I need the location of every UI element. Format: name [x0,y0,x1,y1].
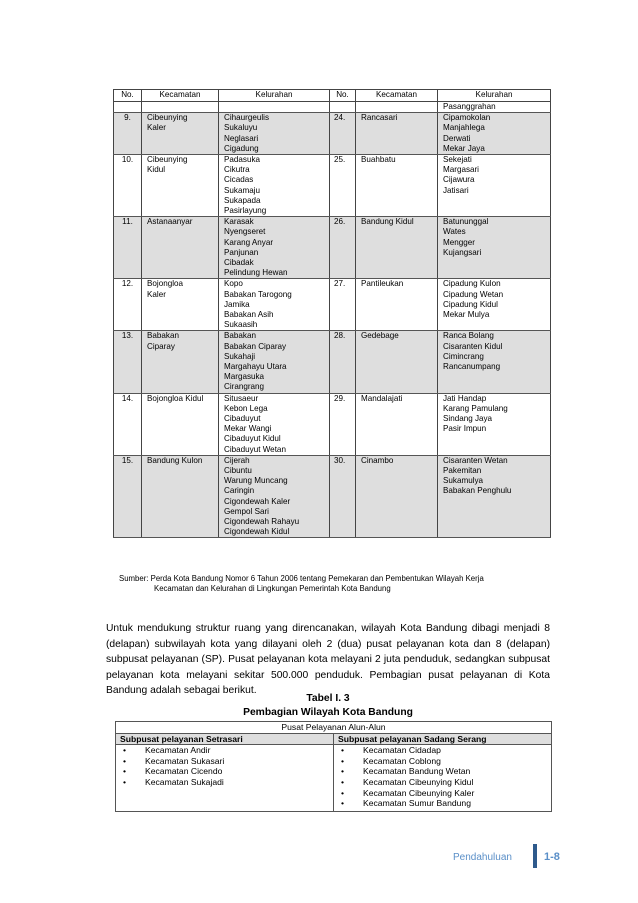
sadang-serang-list-item-text: Kecamatan Sumur Bandung [363,798,471,809]
kelurahan-left-line: Cibaduyut Kidul [224,434,281,444]
source-line-2: Kecamatan dan Kelurahan di Lingkungan Pemerintah Kota Bandung [154,584,391,593]
kecamatan-right-line: Cinambo [361,455,394,465]
table-source-note [119,574,549,594]
kelurahan-left-line: Jamika [224,299,250,309]
bullet-icon: • [123,755,127,766]
kecamatan-right-line: Buahbatu [361,155,396,164]
service-center-table [115,721,552,812]
header-no-right: No. [330,90,356,102]
kecamatan-left-line: Cibeunying [147,113,188,123]
setrasari-list-item-text: Kecamatan Andir [145,745,211,756]
kecamatan-left-line: Ciparay [147,341,175,351]
kelurahan-right [438,455,551,538]
kelurahan-left-line: Margasuka [224,372,265,382]
kecamatan-right [356,331,438,393]
kelurahan-left-line: Margahayu Utara [224,361,287,371]
kecamatan-right [356,279,438,331]
kelurahan-right-line: Jatisari [443,185,469,195]
kelurahan-left-line: Sukapada [224,195,261,205]
kecamatan-right [356,217,438,279]
table-title: Pembagian Wilayah Kota Bandung [243,707,413,718]
kecamatan-left [142,331,219,393]
kelurahan-right-line: Pasir Impun [443,424,487,434]
kelurahan-left [219,217,330,279]
kelurahan-left-line: Nyengseret [224,227,266,237]
kelurahan-left-line: Cibadak [224,257,254,267]
kelurahan-right-line: Cipadung Kulon [443,279,501,289]
kelurahan-right-line: Cimincrang [443,351,484,361]
subcenter-list-row [116,745,552,812]
kelurahan-left-line: Cigondewah Kidul [224,527,290,537]
carryover-row [114,102,551,113]
sadang-serang-list [338,745,547,811]
kelurahan-left-line: Babakan [224,331,256,341]
kecamatan-right-line: Gedebage [361,331,399,341]
kelurahan-left [219,113,330,155]
header-no-left: No. [114,90,142,102]
kelurahan-left-line: Karasak [224,217,254,227]
kelurahan-left-line: Cigadung [224,143,259,153]
kelurahan-left-line: Mekar Wangi [224,424,272,434]
bullet-icon: • [123,776,127,787]
kelurahan-left-line: Sukahaji [224,351,256,361]
kecamatan-left [142,393,219,455]
bullet-icon: • [341,798,345,809]
kelurahan-left [219,331,330,393]
kelurahan-left-line: Karang Anyar [224,237,274,247]
source-line-1: Sumber: Perda Kota Bandung Nomor 6 Tahun 2006 tentang Pemekaran dan Pembentukan Wilayah Kerja [119,574,484,583]
footer-page-number: 1-8 [544,851,560,863]
kelurahan-right-line: Cijawura [443,175,475,185]
kelurahan-left-line: Cibaduyut [224,413,261,423]
kecamatan-right-line: Rancasari [361,113,398,123]
header-kelurahan-right: Kelurahan [438,90,551,102]
setrasari-list-item-text: Kecamatan Sukasari [145,755,225,766]
kelurahan-left-line: Babakan Ciparay [224,341,287,351]
kelurahan-right [438,155,551,217]
bullet-icon: • [341,755,345,766]
sadang-serang-list-item [338,777,547,788]
kecamatan-left [142,113,219,155]
kecamatan-right-line: Bandung Kidul [361,217,414,227]
kelurahan-left-line: Babakan Tarogong [224,289,292,299]
setrasari-list-item [120,745,329,756]
carryover-kelurahan: Pasanggrahan [438,102,551,113]
kelurahan-left-line: Pelindung Hewan [224,268,288,278]
kelurahan-right-line: Babakan Penghulu [443,486,512,496]
sadang-serang-list-item [338,756,547,767]
kelurahan-left-line: Cibaduyut Wetan [224,444,286,454]
row-number-left: 11. [114,217,142,279]
kelurahan-left-line: Babakan Asih [224,309,274,319]
sadang-serang-list-item-text: Kecamatan Cidadap [363,745,441,756]
kecamatan-left-line: Bojongloa Kidul [147,393,204,403]
kelurahan-left-line: Cibuntu [224,465,252,475]
kecamatan-left-line: Bandung Kulon [147,455,203,465]
setrasari-list [120,745,329,789]
kelurahan-right [438,113,551,155]
kelurahan-right-line: Cipamokolan [443,113,491,123]
kecamatan-right [356,393,438,455]
kelurahan-right [438,217,551,279]
row-number-right: 30. [330,455,356,538]
row-number-right: 26. [330,217,356,279]
kelurahan-right-line: Batununggal [443,217,489,227]
footer-divider-bar [533,844,537,868]
bullet-icon: • [123,766,127,777]
kelurahan-left-line: Sukaasih [224,320,258,330]
kecamatan-left [142,217,219,279]
kelurahan-left [219,155,330,217]
kelurahan-left-line: Neglasari [224,133,259,143]
service-center-header: Pusat Pelayanan Alun-Alun [116,722,552,734]
kelurahan-left-line: Cigondewah Kaler [224,496,291,506]
table-row [114,455,551,538]
kelurahan-right-line: Cipadung Kidul [443,299,498,309]
bullet-icon: • [341,745,345,756]
kelurahan-left-line: Kebon Lega [224,403,268,413]
table-row [114,155,551,217]
kelurahan-right-line: Ranca Bolang [443,331,494,341]
kelurahan-left-line: Kopo [224,279,243,289]
header-kecamatan-right: Kecamatan [356,90,438,102]
kelurahan-right-line: Sindang Jaya [443,413,493,423]
kelurahan-right-line: Jati Handap [443,393,487,403]
kelurahan-left [219,455,330,538]
setrasari-list-item-text: Kecamatan Sukajadi [145,776,224,787]
kecamatan-right-line: Pantileukan [361,279,404,289]
kelurahan-left [219,279,330,331]
sadang-serang-list-item-text: Kecamatan Coblong [363,755,441,766]
kelurahan-left-line: Caringin [224,486,255,496]
bullet-icon: • [341,787,345,798]
setrasari-list-item [120,766,329,777]
kelurahan-right-line: Karang Pamulang [443,403,508,413]
kecamatan-left-line: Kaler [147,123,166,133]
kelurahan-left-line: Situsaeur [224,393,259,403]
kelurahan-left-line: Cicadas [224,175,254,185]
kelurahan-right [438,331,551,393]
header-kelurahan-left: Kelurahan [219,90,330,102]
row-number-right: 27. [330,279,356,331]
kecamatan-left-line: Kaler [147,289,166,299]
row-number-left: 15. [114,455,142,538]
footer-section-label: Pendahuluan [453,852,512,863]
kelurahan-right-line: Margasari [443,165,479,175]
kelurahan-left-line: Sukamaju [224,185,260,195]
kelurahan-right [438,279,551,331]
setrasari-list-item-text: Kecamatan Cicendo [145,766,223,777]
service-center-header-row [116,722,552,734]
subcenter-setrasari-title: Subpusat pelayanan Setrasari [116,733,334,745]
kecamatan-right-line: Mandalajati [361,393,403,403]
row-number-left: 12. [114,279,142,331]
row-number-left: 14. [114,393,142,455]
kecamatan-left-line: Cibeunying [147,155,188,164]
kelurahan-right-line: Sekejati [443,155,472,164]
table-label: Tabel I. 3 [306,693,350,704]
kelurahan-right-line: Wates [443,227,466,237]
kecamatan-right [356,455,438,538]
setrasari-list-item [120,777,329,788]
kelurahan-right-line: Mengger [443,237,475,247]
kecamatan-kelurahan-table [113,89,551,538]
bullet-icon: • [341,766,345,777]
row-number-left: 9. [114,113,142,155]
subcenter-sadang-serang-title: Subpusat pelayanan Sadang Serang [334,733,552,745]
kelurahan-right-line: Cisaranten Kidul [443,341,503,351]
kelurahan-left-line: Warung Muncang [224,476,288,486]
sadang-serang-list-item [338,798,547,809]
kelurahan-right-line: Derwati [443,133,471,143]
setrasari-list-item [120,756,329,767]
row-number-right: 29. [330,393,356,455]
kelurahan-right-line: Cisaranten Wetan [443,455,508,465]
kelurahan-left [219,393,330,455]
kelurahan-left-line: Cijerah [224,455,250,465]
kecamatan-left [142,279,219,331]
sadang-serang-list-item-text: Kecamatan Cibeunying Kaler [363,787,475,798]
bullet-icon: • [341,776,345,787]
row-number-right: 28. [330,331,356,393]
kelurahan-left-line: Padasuka [224,155,260,164]
subcenter-sadang-serang-cell [334,745,552,812]
table-row [114,217,551,279]
sadang-serang-list-item-text: Kecamatan Bandung Wetan [363,766,471,777]
row-number-right: 25. [330,155,356,217]
kelurahan-right-line: Kujangsari [443,247,482,257]
table-row [114,279,551,331]
kecamatan-right [356,113,438,155]
kecamatan-left-line: Babakan [147,331,179,341]
sadang-serang-list-item [338,745,547,756]
table-row [114,393,551,455]
header-kecamatan-left: Kecamatan [142,90,219,102]
sadang-serang-list-item [338,766,547,777]
kelurahan-right-line: Sukamulya [443,476,484,486]
kecamatan-left-line: Bojongloa [147,279,184,289]
row-number-left: 13. [114,331,142,393]
kecamatan-left [142,155,219,217]
kecamatan-right [356,155,438,217]
bullet-icon: • [123,745,127,756]
kecamatan-left [142,455,219,538]
sadang-serang-list-item [338,788,547,799]
kelurahan-right-line: Mekar Mulya [443,309,490,319]
kelurahan-right [438,393,551,455]
row-number-left: 10. [114,155,142,217]
kelurahan-right-line: Manjahlega [443,123,485,133]
row-number-right: 24. [330,113,356,155]
kelurahan-left-line: Gempol Sari [224,506,269,516]
kelurahan-right-line: Rancanumpang [443,361,501,371]
subcenter-title-row [116,733,552,745]
kelurahan-left-line: Cigondewah Rahayu [224,516,300,526]
kelurahan-right-line: Pakemitan [443,465,482,475]
subcenter-setrasari-cell [116,745,334,812]
kelurahan-left-line: Pasirlayung [224,205,267,215]
kelurahan-right-line: Cipadung Wetan [443,289,504,299]
table-row [114,331,551,393]
kelurahan-left-line: Cihaurgeulis [224,113,269,123]
body-paragraph: Untuk mendukung struktur ruang yang direncanakan, wilayah Kota Bandung dibagi menjadi 8 (delapan) subwilayah kota yang dilayani oleh 2 (dua) pusat pelayanan kota dan 8 (delapan) subpusat pelayanan (SP). Pusat pelayanan kota melayani 2 juta penduduk, sedangkan subpusat pelayanan kota melayani sekitar 500.000 penduduk. Pembagian pusat pelayanan di Kota Bandung adalah sebagai berikut. [106,623,550,697]
kelurahan-left-line: Panjunan [224,247,259,257]
kelurahan-left-line: Cirangrang [224,382,265,392]
kecamatan-left-line: Astanaanyar [147,217,193,227]
table-row [114,113,551,155]
kelurahan-left-line: Sukaluyu [224,123,258,133]
table-header-row [114,90,551,102]
sadang-serang-list-item-text: Kecamatan Cibeunying Kidul [363,776,474,787]
kelurahan-left-line: Cikutra [224,165,250,175]
kelurahan-right-line: Mekar Jaya [443,143,485,153]
kecamatan-left-line: Kidul [147,165,165,175]
